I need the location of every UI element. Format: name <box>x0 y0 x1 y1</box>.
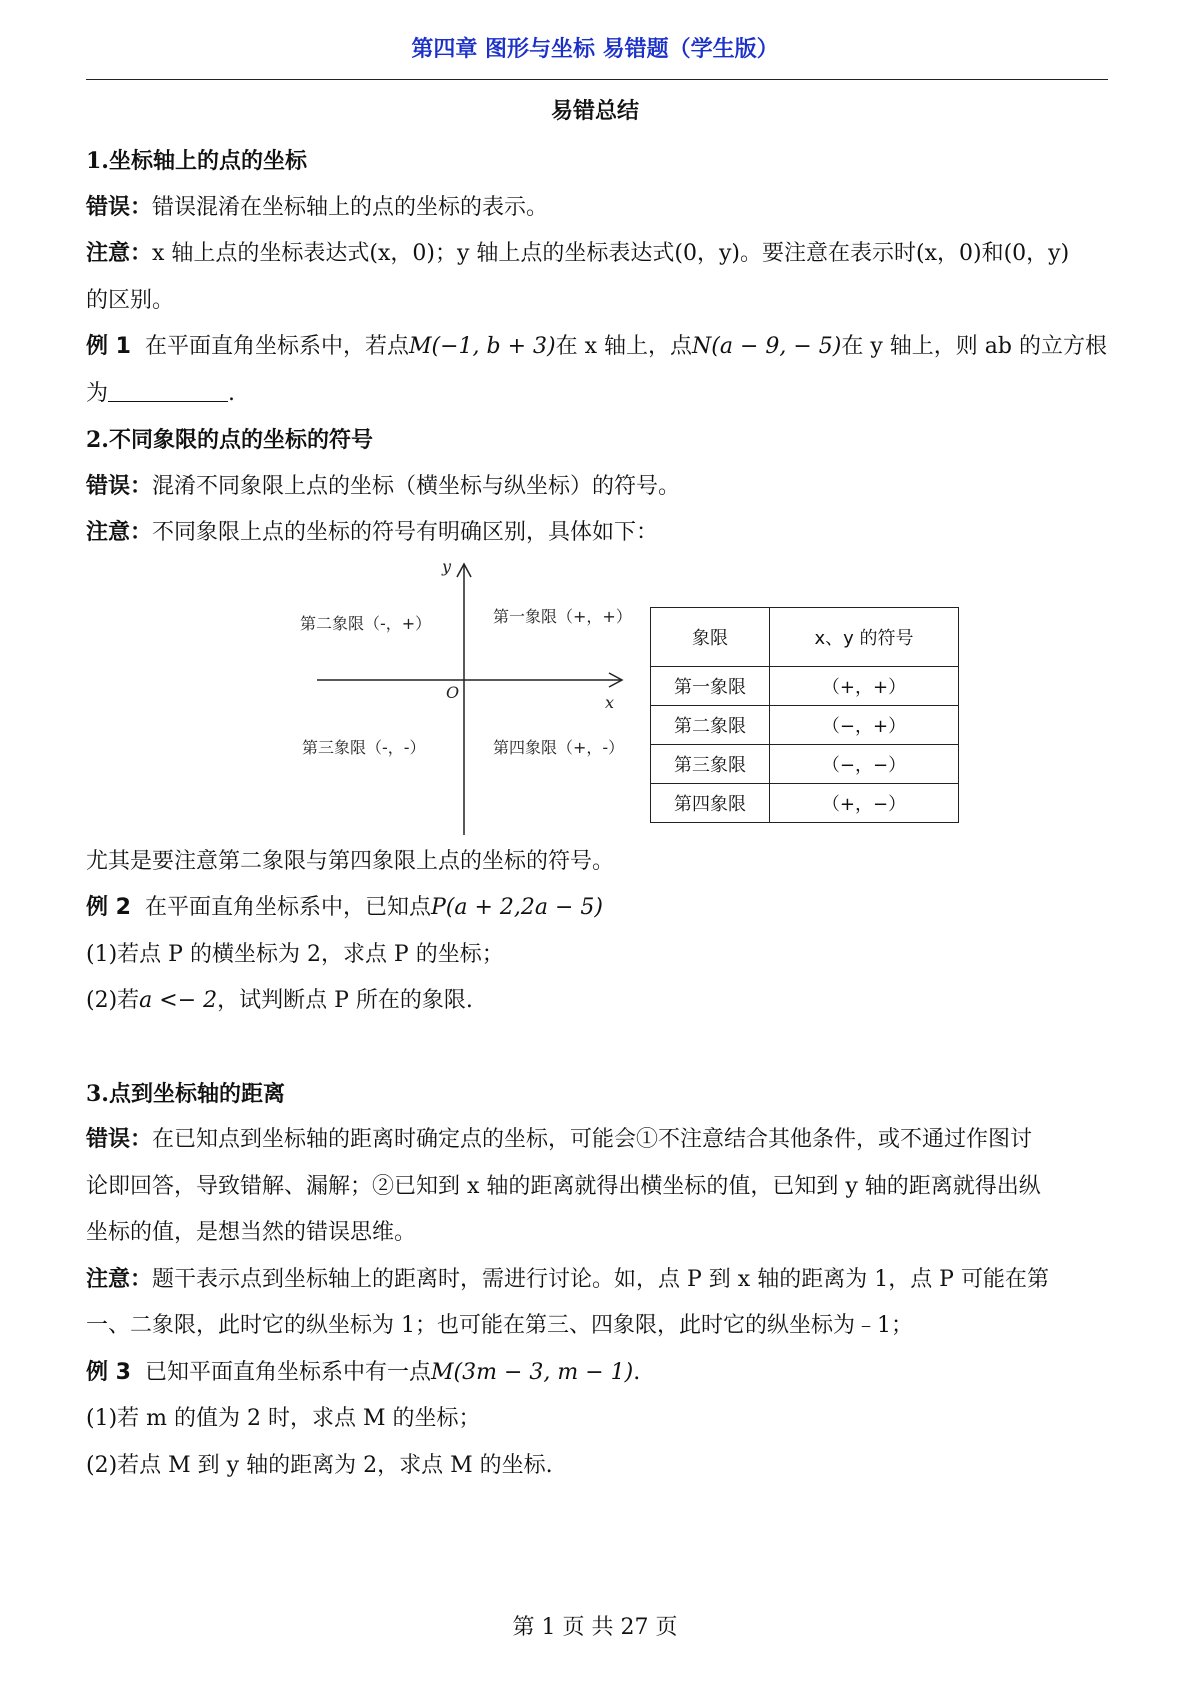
note-text: 不同象限上点的坐标的符号有明确区别，具体如下： <box>152 520 659 545</box>
section-3-error-cont: 论即回答，导致错解、漏解；②已知到 x 轴的距离就得出横坐标的值，已知到 y 轴的距离就得出纵 <box>86 1173 1041 1199</box>
example-2-q2 <box>86 978 1110 1025</box>
period: . <box>228 380 236 406</box>
period: . <box>633 1359 641 1385</box>
table-cell: 第四象限 <box>651 783 770 822</box>
note-label: 注意： <box>86 241 153 266</box>
emphasis-text: 尤其是要注意第二象限与第四象限上点的坐标的符号。 <box>86 848 615 874</box>
example-3-q2: (2)若点 M 到 y 轴的距离为 2，求点 M 的坐标. <box>86 1452 553 1478</box>
example-2-q1: (1)若点 P 的横坐标为 2，求点 P 的坐标； <box>86 941 504 967</box>
table-row <box>651 705 959 744</box>
table-row <box>651 783 959 822</box>
section-3-note <box>86 1257 1110 1304</box>
section-3-error <box>86 1117 1110 1164</box>
summary-title: 易错总结 <box>550 99 639 124</box>
question-text: (2)若 <box>86 988 140 1013</box>
table-cell: 第三象限 <box>651 744 770 783</box>
x-axis-label: x <box>605 692 615 712</box>
example-2 <box>86 885 1110 932</box>
note-label: 注意： <box>86 1266 153 1292</box>
blank-space <box>86 1025 1110 1071</box>
example-label: 例 2 <box>86 895 131 920</box>
page-title: 第四章 图形与坐标 易错题（学生版） <box>411 37 779 62</box>
table-row <box>651 666 959 705</box>
error-text: 错误混淆在坐标轴上的点的坐标的表示。 <box>152 194 549 220</box>
y-axis-label: y <box>442 556 452 576</box>
sign-table <box>650 607 959 823</box>
example-text: 在平面直角坐标系中，已知点 <box>144 895 431 920</box>
example-text: 在平面直角坐标系中，若点 <box>144 334 409 359</box>
example-label: 例 1 <box>86 334 131 359</box>
quadrant-3-label: 第三象限（-，-） <box>302 737 426 757</box>
table-header: 象限 <box>651 607 770 666</box>
table-cell: （+，+） <box>770 666 959 705</box>
point-n: N(a − 9, − 5) <box>692 334 842 359</box>
page-number: 第 1 页 共 27 页 <box>512 1615 678 1640</box>
example-label: 例 3 <box>86 1359 131 1385</box>
error-label: 错误： <box>86 194 153 220</box>
section-1-note <box>86 231 1110 278</box>
error-label: 错误： <box>86 1127 153 1152</box>
section-2-error <box>86 464 1110 511</box>
table-header: x、y 的符号 <box>770 607 959 666</box>
question-text: ，试判断点 P 所在的象限. <box>217 988 473 1013</box>
inequality: a <− 2 <box>139 988 218 1013</box>
table-cell: 第一象限 <box>651 666 770 705</box>
origin-label: O <box>446 682 460 702</box>
section-1-heading: 1.坐标轴上的点的坐标 <box>86 148 307 174</box>
example-3 <box>86 1350 1110 1397</box>
table-cell: （−，+） <box>770 705 959 744</box>
section-2-heading: 2.不同象限的点的坐标的符号 <box>86 427 373 453</box>
quadrant-2-label: 第二象限（-，+） <box>300 613 432 633</box>
note-label: 注意： <box>86 520 153 545</box>
quadrant-diagram <box>236 557 656 839</box>
section-3-heading: 3.点到坐标轴的距离 <box>86 1080 285 1107</box>
quadrant-4-label: 第四象限（+，-） <box>493 737 625 757</box>
note-text: 题干表示点到坐标轴上的距离时，需进行讨论。如，点 P 到 x 轴的距离为 1，点 P 可能在第 <box>152 1266 1049 1292</box>
example-1-cont <box>86 371 1110 418</box>
header-divider <box>86 79 1108 80</box>
section-1-note-cont: 的区别。 <box>86 287 175 313</box>
section-3-error-cont: 坐标的值，是想当然的错误思维。 <box>86 1220 417 1245</box>
section-2-note <box>86 510 1110 557</box>
error-text: 在已知点到坐标轴的距离时确定点的坐标，可能会①不注意结合其他条件，或不通过作图讨 <box>152 1127 1033 1152</box>
table-cell: （+，−） <box>770 783 959 822</box>
example-1 <box>86 324 1110 371</box>
table-row <box>651 744 959 783</box>
example-text: 在 y 轴上，则 ab 的立方根 <box>841 334 1107 359</box>
example-text: 在 x 轴上，点 <box>555 334 692 359</box>
point-m: M(−1, b + 3) <box>408 334 556 359</box>
point-m: M(3m − 3, m − 1) <box>430 1359 634 1385</box>
example-3-q1: (1)若 m 的值为 2 时，求点 M 的坐标； <box>86 1406 481 1431</box>
section-1-error <box>86 185 1110 232</box>
error-text: 混淆不同象限上点的坐标（横坐标与纵坐标）的符号。 <box>152 473 681 499</box>
example-text: 已知平面直角坐标系中有一点 <box>144 1359 431 1385</box>
quadrant-figure <box>86 557 1110 839</box>
quadrant-1-label: 第一象限（+，+） <box>493 606 632 626</box>
table-cell: （−，−） <box>770 744 959 783</box>
document-body <box>86 138 1110 1489</box>
table-header-row <box>651 607 959 666</box>
error-label: 错误： <box>86 473 153 499</box>
section-3-note-cont: 一、二象限，此时它的纵坐标为 1；也可能在第三、四象限，此时它的纵坐标为﹣1； <box>86 1313 913 1338</box>
answer-blank[interactable] <box>108 377 228 402</box>
example-text: 为 <box>86 380 109 406</box>
point-p: P(a + 2,2a − 5) <box>430 895 604 920</box>
table-cell: 第二象限 <box>651 705 770 744</box>
note-text: x 轴上点的坐标表达式(x，0)；y 轴上点的坐标表达式(0，y)。要注意在表示时(x，0)和(0，y) <box>152 241 1070 266</box>
